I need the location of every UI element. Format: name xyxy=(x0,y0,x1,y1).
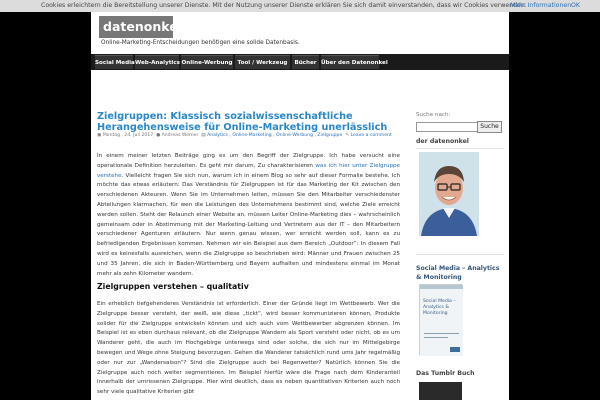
about-heading: der datenonkel xyxy=(416,138,469,145)
post-meta xyxy=(97,133,392,138)
site-logo[interactable]: datenonkel xyxy=(99,16,173,38)
author-portrait xyxy=(419,152,479,236)
post-title[interactable]: Zielgruppen: Klassisch sozialwissenschaftliche Herangehensweise für Online-Marketing unerlässlich xyxy=(97,111,388,133)
nav-item-online-werbung[interactable]: Online-Werbung xyxy=(181,55,233,69)
nav-item-web-analytics[interactable]: Web-Analytics xyxy=(135,55,179,69)
comment-icon: ✎ xyxy=(345,133,350,138)
leave-comment-link[interactable]: Leave a comment xyxy=(350,133,392,138)
page-container xyxy=(91,12,509,400)
cookie-more-info-link[interactable]: Mehr Informationen xyxy=(510,2,572,9)
author-icon: ● xyxy=(156,133,161,138)
post-categories[interactable]: Analytics , Online-Marketing , Online-Werbung , Zielgruppe xyxy=(207,133,343,138)
post-paragraph-1 xyxy=(97,152,400,279)
book-cover-image[interactable] xyxy=(419,284,462,355)
post-author[interactable]: Andreas Werner xyxy=(161,133,199,138)
folder-icon: ▤ xyxy=(201,133,206,138)
book2-heading[interactable]: Das Tumblr Buch xyxy=(416,370,475,377)
paragraph-text: In einem meiner letzten Beiträge ging es um den Begriff der Zielgruppe. Ich habe versucht eine operationale Definition herzuleiten. Es geht mir darum, Zu charakterisieren xyxy=(97,153,400,169)
main-navigation xyxy=(91,54,509,70)
cookie-notice-text: Cookies erleichtern die Bereitstellung unserer Dienste. Mit der Nutzung unserer Dienste erklären Sie sich damit einverstanden, dass wir Cookies verwenden. xyxy=(41,2,527,9)
zielgruppe-definition-link[interactable]: was ich hier unter Zielgruppe verstehe xyxy=(97,162,401,179)
book2-cover-image[interactable] xyxy=(419,382,462,400)
sidebar-divider xyxy=(416,254,504,255)
book-cover-title: Social Media – Analytics & Monitoring xyxy=(423,299,456,316)
book-heading[interactable]: Social Media – Analytics & Monitoring xyxy=(416,265,500,281)
cookie-ok-button[interactable]: OK xyxy=(571,2,580,9)
cookie-bar xyxy=(0,0,600,12)
post-date: Montag , 24. Juli 2017 xyxy=(102,133,154,138)
paragraph-text-continued: . Vielleicht fragen Sie sich nun, warum ich in einem Blog so sehr auf dieser Formalie bestehe. Ich möchte das etwas erläutern: Das Verständnis für Zielgruppen ist für das Marketing der Kit zwischen den verschiedenen Akteuren. Wenn Sie im Unternehmen leiten, müssen Sie den Mitarbeiter verschiedenster Abteilungen klarmachen, für wen die Leistungen des Unternehmens bestimmt sind, welche Ziele erreicht werden sollen. Steht der Relaunch einer Website an, müssen Leiter Online-Marketing dies – wahrscheinlich gemeinsam oder in Abstimmung mit der Marketing-Leitung und Vertretern aus der IT – den Mitarbeitern verschiedener Agenturen erläutern. Nur wenn genau wissen, wer erreicht werden soll, kann es zu befriedigenden Ergebnissen kommen. Nehmen wir ein Beispiel aus dem Bereich „Outdoor“: In diesem Fall wird es keinesfalls ausreichen, wenn die Zielgruppe so beschrieben wird: Männer und Frauen zwischen 25 und 35 Jahren, die sich in Baden-Württemberg und Bayern aufhalten und mindestens einmal im Monat mehr als zehn Kilometer wandern. xyxy=(97,172,400,277)
search-button[interactable]: Suche xyxy=(477,121,502,133)
sidebar-divider xyxy=(416,148,504,149)
nav-item-ueber-den-datenonkel[interactable]: Über den Datenonkel xyxy=(321,55,379,69)
post-paragraph-2: Ein erheblich tiefgehenderes Verständnis ist erforderlich. Einer der Gründe liegt im Wettbewerb. Wer die Zielgruppe besser versteht, der weiß, wie diese „tickt“, wird besser kommunizieren können, Produkte solider für die Zielgruppe entwickeln können und sich auch vom Wettbewerber abgrenzen können. Im Beispiel ist es eben durchaus relevant, ob die Zielgruppe Wandern als Sport versteht oder nicht, ob es um Wanderer geht, die auch im Hochgebirge unterwegs sind oder solche, die sich nur im Mittelgebirge bewegen und Wege ohne Steigung bevorzugen. Gehen die Wanderer tatsächlich rund ums Jahr regelmäßig oder nur zur „Wandersaison“? Sind die Zielgruppe auch bei Regenwetter? Natürlich können Sie die Zielgruppe auch noch weiter segmentieren. Im Beispiel hierfür wäre die Frage nach dem Kinderanteil innerhalb der umrissenen Zielgruppe. Hier wird deutlich, dass es neben quantitativen Kriterien auch noch sehr viele qualitative Kriterien gibt xyxy=(97,301,400,396)
search-label: Suche nach: xyxy=(416,112,451,118)
calendar-icon: ▣ xyxy=(97,133,102,138)
nav-item-tool-werkzeug[interactable]: Tool / Werkzeug xyxy=(235,55,290,69)
section-heading: Zielgruppen verstehen – qualitativ xyxy=(97,282,249,291)
site-tagline: Online-Marketing-Entscheidungen benötigen eine solide Datenbasis. xyxy=(101,40,300,46)
nav-item-buecher[interactable]: Bücher xyxy=(292,55,319,69)
nav-item-social-media[interactable]: Social Media xyxy=(95,55,133,69)
